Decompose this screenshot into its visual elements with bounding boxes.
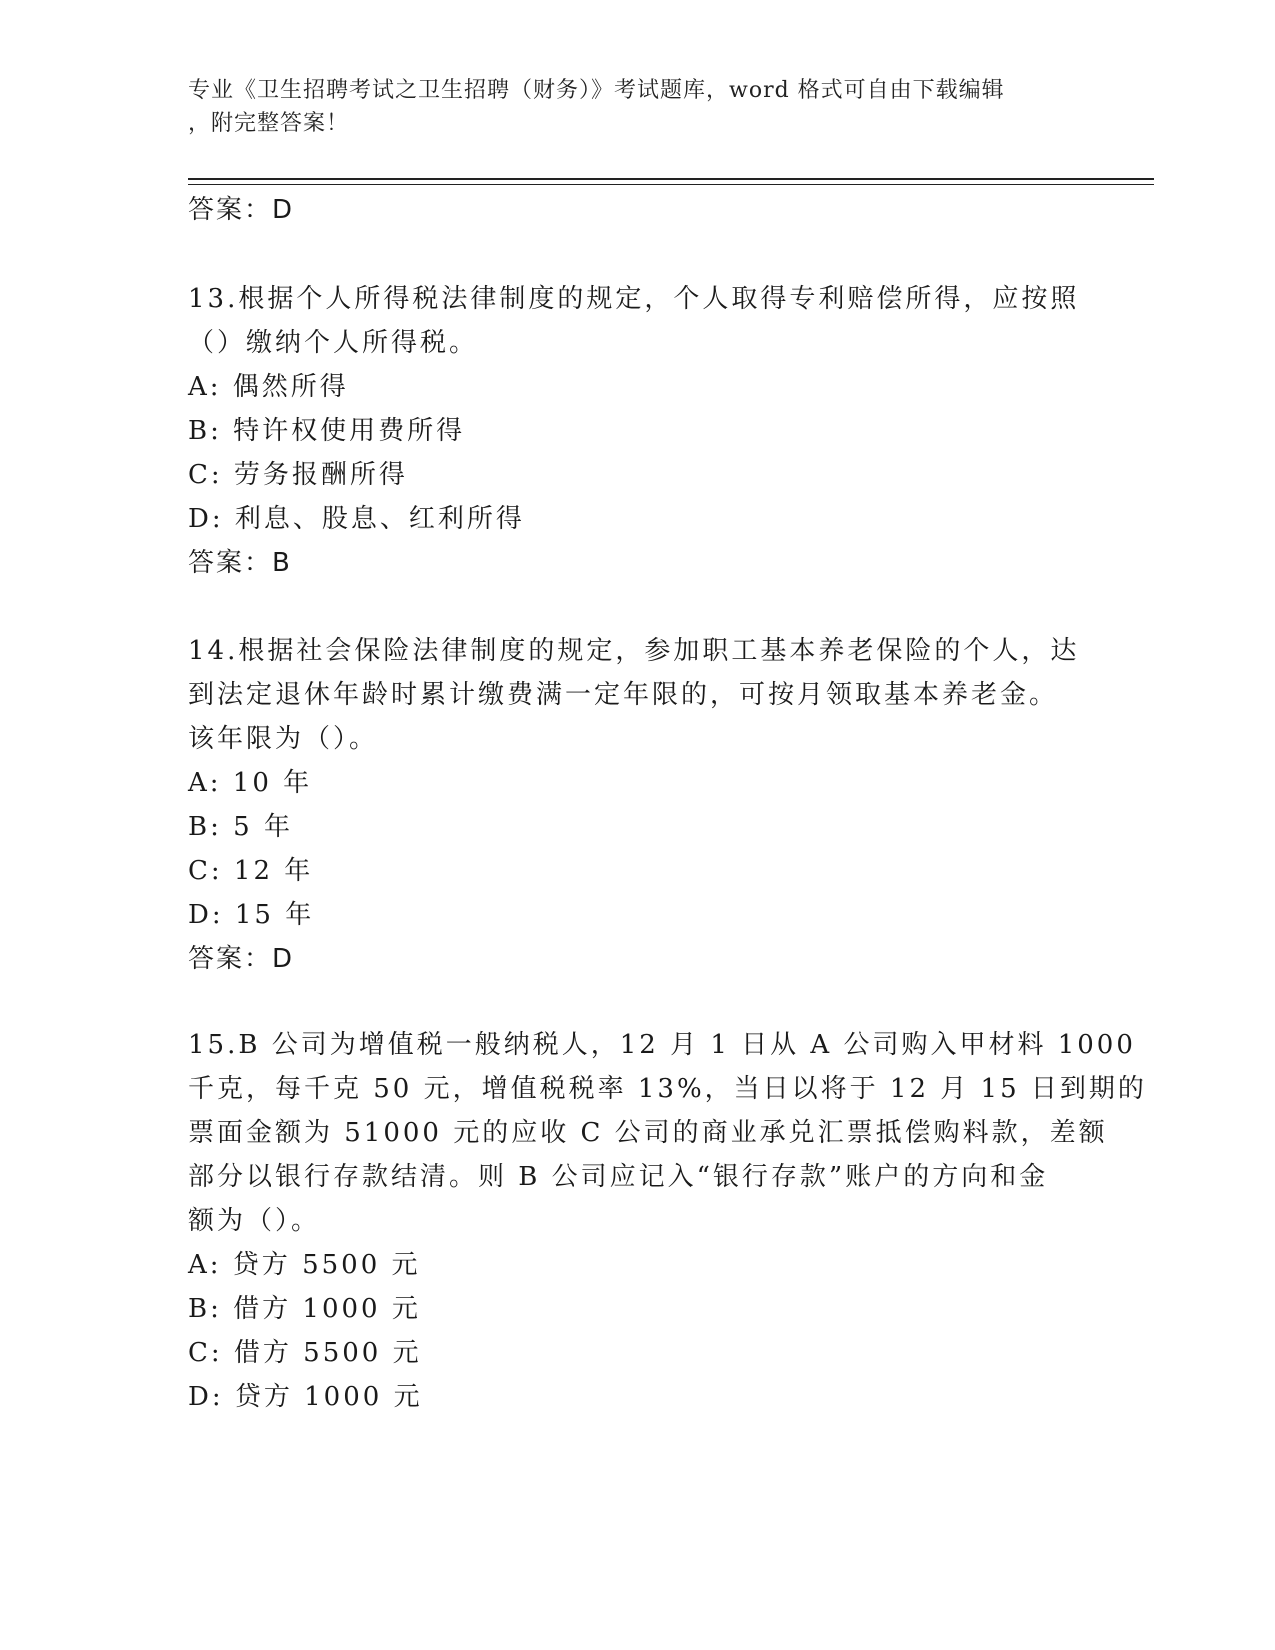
question-15-stem-line-3: 票面金额为 51000 元的应收 C 公司的商业承兑汇票抵偿购料款，差额 bbox=[188, 1118, 1108, 1148]
document-header bbox=[188, 74, 1088, 140]
question-15-stem-line-1: 15.B 公司为增值税一般纳税人，12 月 1 日从 A 公司购入甲材料 1000 bbox=[188, 1030, 1136, 1060]
question-13-option-d: D: 利息、股息、红利所得 bbox=[188, 504, 525, 534]
question-13-option-a: A: 偶然所得 bbox=[188, 372, 349, 402]
header-line-1: 专业《卫生招聘考试之卫生招聘（财务）》考试题库，word 格式可自由下载编辑 bbox=[188, 78, 1005, 103]
question-14-option-c: C: 12 年 bbox=[188, 856, 314, 886]
answer-13: 答案：B bbox=[188, 548, 292, 578]
question-13-stem-line-1: 13.根据个人所得税法律制度的规定，个人取得专利赔偿所得，应按照 bbox=[188, 284, 1080, 314]
question-15-option-d: D: 贷方 1000 元 bbox=[188, 1382, 423, 1412]
question-15-option-b: B: 借方 1000 元 bbox=[188, 1294, 421, 1324]
question-14-option-d: D: 15 年 bbox=[188, 900, 315, 930]
header-line-2: ，附完整答案！ bbox=[188, 111, 350, 136]
question-13-option-c: C: 劳务报酬所得 bbox=[188, 460, 408, 490]
question-14-stem-line-2: 到法定退休年龄时累计缴费满一定年限的，可按月领取基本养老金。 bbox=[188, 680, 1059, 710]
question-15-option-a: A: 贷方 5500 元 bbox=[188, 1250, 421, 1280]
question-13-option-b: B: 特许权使用费所得 bbox=[188, 416, 466, 446]
question-14-option-a: A: 10 年 bbox=[188, 768, 313, 798]
question-15-option-c: C: 借方 5500 元 bbox=[188, 1338, 422, 1368]
header-rule-thin bbox=[188, 184, 1154, 185]
question-14-stem-line-1: 14.根据社会保险法律制度的规定，参加职工基本养老保险的个人，达 bbox=[188, 636, 1080, 666]
answer-14: 答案：D bbox=[188, 944, 295, 974]
question-15-stem-line-4: 部分以银行存款结清。则 B 公司应记入“银行存款”账户的方向和金 bbox=[188, 1162, 1049, 1192]
question-14-stem-line-3: 该年限为（）。 bbox=[188, 724, 379, 754]
header-rule-thick bbox=[188, 178, 1154, 180]
question-13-stem-line-2: （）缴纳个人所得税。 bbox=[188, 328, 479, 358]
answer-12: 答案：D bbox=[188, 195, 295, 225]
question-14-option-b: B: 5 年 bbox=[188, 812, 293, 842]
question-15-stem-line-5: 额为（）。 bbox=[188, 1206, 321, 1236]
question-15-stem-line-2: 千克，每千克 50 元，增值税税率 13%，当日以将于 12 月 15 日到期的 bbox=[188, 1074, 1147, 1104]
